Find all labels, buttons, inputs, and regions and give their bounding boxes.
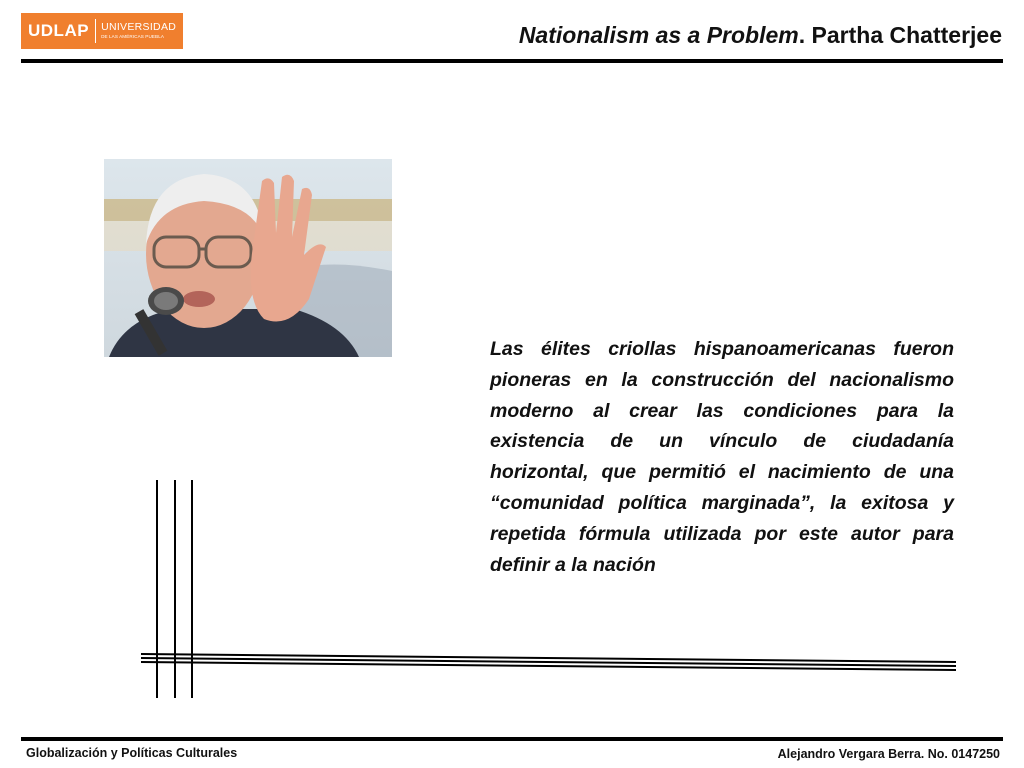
quote-text: Las élites criollas hispanoamericanas fueron pioneras en la construcción del nacionalismo moderno al crear las condiciones para la existencia de un vínculo de ciudadanía horizontal, que permitió el nacimiento de una “comunidad política marginada”, la exitosa y repetida fórmula utilizada por este autor para definir a la nación bbox=[490, 338, 954, 576]
slide-title-book: Nationalism as a Problem bbox=[518, 22, 799, 48]
logo-wordmark: UDLAP bbox=[28, 21, 90, 40]
course-name: Globalización y Políticas Culturales bbox=[26, 746, 238, 760]
logo-line-1: UNIVERSIDAD bbox=[101, 21, 177, 34]
footer-rule bbox=[21, 737, 1003, 741]
author-credit: Alejandro Vergara Berra. No. 0147250 bbox=[777, 747, 1000, 761]
slide-title-author: . Partha Chatterjee bbox=[798, 22, 1002, 48]
logo-line-2: DE LAS AMÉRICAS PUEBLA bbox=[101, 33, 165, 39]
